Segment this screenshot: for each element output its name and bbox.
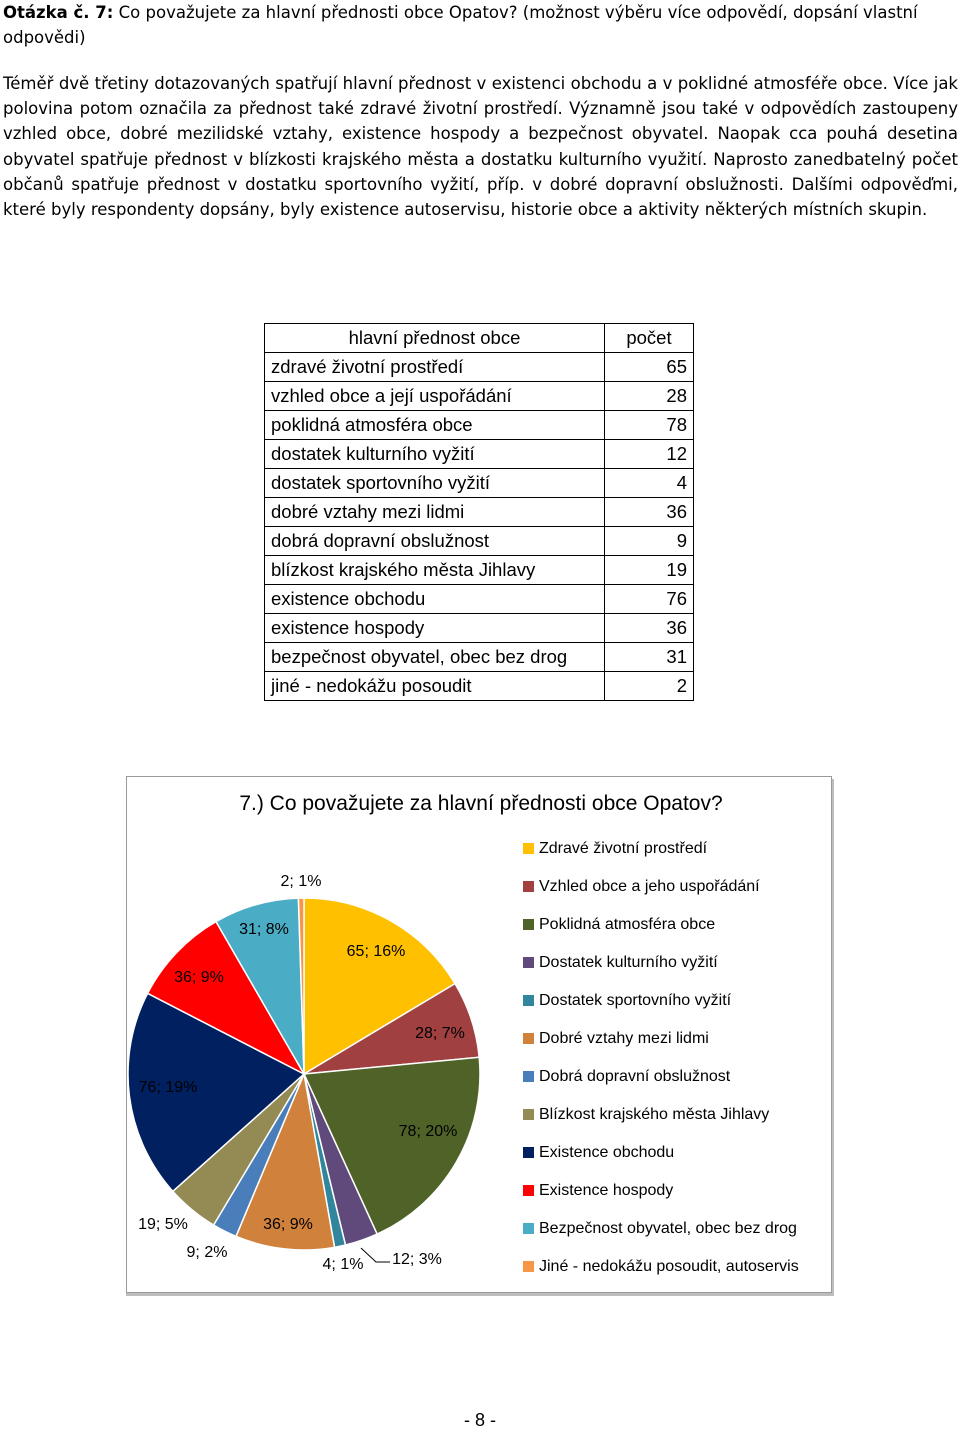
table-header-count: počet bbox=[605, 324, 694, 353]
pie-data-label: 2; 1% bbox=[280, 873, 322, 891]
pie-data-label: 4; 1% bbox=[322, 1256, 364, 1274]
page-number: - 8 - bbox=[463, 1410, 496, 1430]
legend-label: Existence obchodu bbox=[539, 1144, 675, 1162]
legend-label: Zdravé životní prostředí bbox=[539, 840, 708, 858]
pie-data-label: 9; 2% bbox=[186, 1244, 228, 1262]
table-cell-item: bezpečnost obyvatel, obec bez drog bbox=[265, 643, 605, 672]
table-cell-count: 4 bbox=[605, 469, 694, 498]
legend-label: Dostatek sportovního vyžití bbox=[539, 992, 732, 1010]
table-cell-count: 2 bbox=[605, 672, 694, 701]
pie-data-label: 12; 3% bbox=[392, 1251, 442, 1269]
legend-label: Existence hospody bbox=[539, 1182, 674, 1200]
table-cell-item: existence obchodu bbox=[265, 585, 605, 614]
table-cell-count: 31 bbox=[605, 643, 694, 672]
table-cell-count: 12 bbox=[605, 440, 694, 469]
table-cell-item: blízkost krajského města Jihlavy bbox=[265, 556, 605, 585]
legend-swatch bbox=[523, 1109, 534, 1120]
legend-label: Dobrá dopravní obslužnost bbox=[539, 1068, 731, 1086]
table-cell-item: dostatek kulturního vyžití bbox=[265, 440, 605, 469]
table-cell-count: 36 bbox=[605, 614, 694, 643]
question-number: Otázka č. 7: bbox=[3, 3, 114, 22]
table-cell-item: zdravé životní prostředí bbox=[265, 353, 605, 382]
table-cell-count: 28 bbox=[605, 382, 694, 411]
legend-swatch bbox=[523, 1033, 534, 1044]
pie-data-label: 78; 20% bbox=[398, 1123, 458, 1141]
table-cell-item: poklidná atmosféra obce bbox=[265, 411, 605, 440]
table-cell-count: 76 bbox=[605, 585, 694, 614]
legend-label: Dostatek kulturního vyžití bbox=[539, 954, 718, 972]
legend-swatch bbox=[523, 1147, 534, 1158]
legend-swatch bbox=[523, 843, 534, 854]
legend-label: Dobré vztahy mezi lidmi bbox=[539, 1030, 709, 1048]
legend-swatch bbox=[523, 1261, 534, 1272]
table-header-item: hlavní přednost obce bbox=[265, 324, 605, 353]
pie-data-label: 36; 9% bbox=[263, 1216, 313, 1234]
legend-label: Blízkost krajského města Jihlavy bbox=[539, 1106, 770, 1124]
legend-swatch bbox=[523, 1223, 534, 1234]
table-cell-count: 19 bbox=[605, 556, 694, 585]
legend-label: Poklidná atmosféra obce bbox=[539, 916, 716, 934]
legend-label: Vzhled obce a jeho uspořádání bbox=[539, 878, 760, 896]
pie-data-label: 36; 9% bbox=[174, 969, 224, 987]
legend-swatch bbox=[523, 957, 534, 968]
table-cell-item: existence hospody bbox=[265, 614, 605, 643]
pie-data-label: 28; 7% bbox=[415, 1025, 465, 1043]
table-cell-item: dobré vztahy mezi lidmi bbox=[265, 498, 605, 527]
pie-data-label: 76; 19% bbox=[138, 1079, 198, 1097]
table-cell-item: dostatek sportovního vyžití bbox=[265, 469, 605, 498]
legend-swatch bbox=[523, 919, 534, 930]
chart-title-text: 7.) Co považujete za hlavní přednosti obce Opatov? bbox=[239, 792, 723, 815]
legend-swatch bbox=[523, 1185, 534, 1196]
leader-line bbox=[361, 1248, 390, 1262]
question-text: Co považujete za hlavní přednosti obce Opatov? (možnost výběru více odpovědí, dopsání vlastní odpovědi) bbox=[3, 3, 918, 47]
table-cell-count: 65 bbox=[605, 353, 694, 382]
table-cell-count: 78 bbox=[605, 411, 694, 440]
legend-label: Jiné - nedokážu posoudit, autoservis bbox=[539, 1258, 799, 1276]
table-cell-count: 36 bbox=[605, 498, 694, 527]
table-cell-item: vzhled obce a její uspořádání bbox=[265, 382, 605, 411]
pie-data-label: 31; 8% bbox=[239, 921, 289, 939]
table-cell-count: 9 bbox=[605, 527, 694, 556]
pie-data-label: 65; 16% bbox=[346, 943, 406, 961]
table-cell-item: jiné - nedokážu posoudit bbox=[265, 672, 605, 701]
pie-data-label: 19; 5% bbox=[138, 1216, 188, 1234]
legend-label: Bezpečnost obyvatel, obec bez drog bbox=[539, 1220, 797, 1238]
legend-swatch bbox=[523, 881, 534, 892]
table-cell-item: dobrá dopravní obslužnost bbox=[265, 527, 605, 556]
legend-swatch bbox=[523, 1071, 534, 1082]
legend-swatch bbox=[523, 995, 534, 1006]
summary-text: Téměř dvě třetiny dotazovaných spatřují hlavní přednost v existenci obchodu a v poklidné atmosféře obce. Více jak polovina potom označila za přednost také zdravé životní prostředí. Významně jsou také v odpovědích zastoupeny vzhled obce, dobré mezilidské vztahy, existence hospody a bezpečnost obyvatel. Naopak cca pouhá desetina obyvatel spatřuje přednost v blízkosti krajského města a dostatku kulturního využití. Naprosto zanedbatelný počet občanů spatřuje přednost v dostatku sportovního vyžití, příp. v dobré dopravní obslužnosti. Dalšími odpověďmi, které byly respondenty dopsány, byly existence autoservisu, historie obce a aktivity některých místních skupin. bbox=[3, 74, 958, 220]
